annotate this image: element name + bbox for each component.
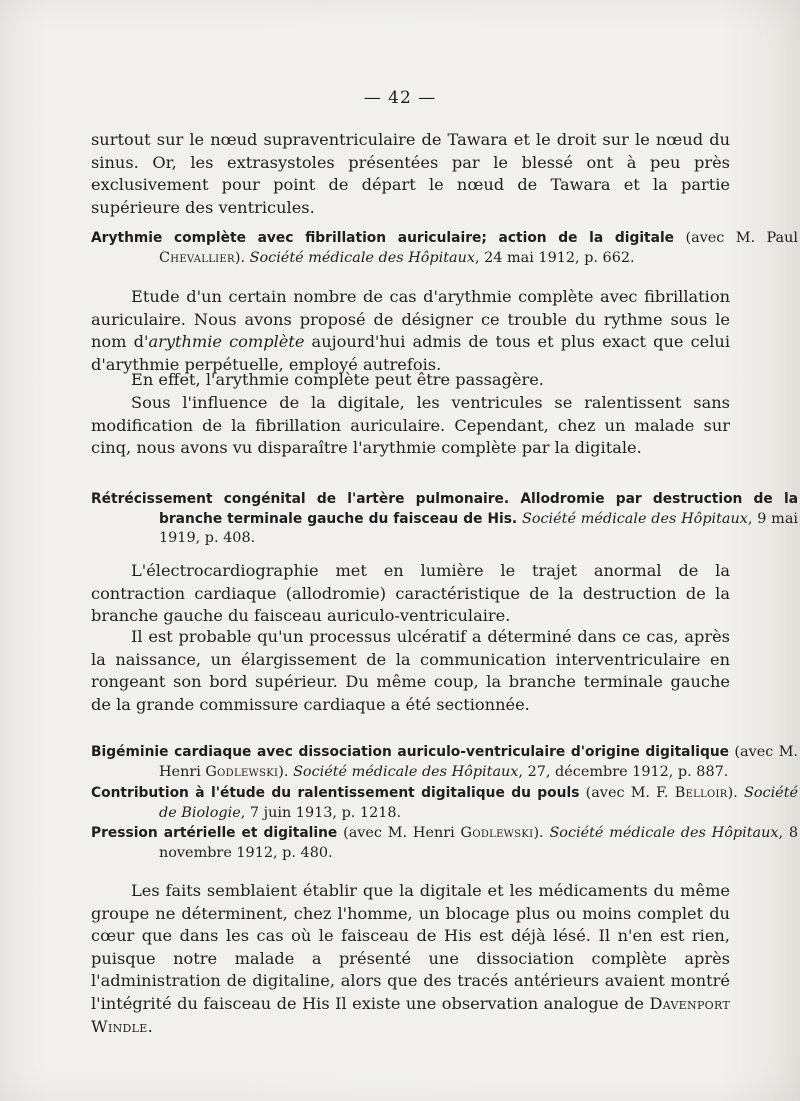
entry-title: Bigéminie cardiaque avec dissociation auriculo-ventriculaire d'origine digitalique [91, 744, 730, 760]
bibliography-entry-bigeminie [91, 743, 798, 782]
bibliography-entry-retrecissement [91, 490, 798, 549]
emphasis: arythmie complète [148, 332, 305, 352]
entry-coauthor-post: ). [234, 249, 250, 266]
paragraph-text: aujourd'hui admis de tous et plus exact que celui d'arythmie perpétuelle, employé autrefois. [91, 332, 730, 374]
entry-reference: , 27, décembre 1912, p. 887. [518, 763, 729, 780]
page-number: — 42 — [363, 88, 437, 108]
paragraph-text: Sous l'influence de la digitale, les ventricules se ralentissent sans modification de la fibrillation auriculaire. Cependant, chez un malade sur cinq, nous avons vu disparaître l'arythmie complète par la digitale. [91, 393, 730, 458]
paragraph-text: En effet, l'arythmie complète peut être passagère. [131, 370, 544, 389]
cited-author: Davenport Windle [91, 993, 730, 1036]
paragraph [91, 560, 730, 628]
entry-journal: Société de Biologie [159, 785, 799, 821]
bibliography-entry-arythmie [91, 229, 798, 268]
paragraph [91, 392, 730, 460]
paragraph-text: Etude d'un certain nombre de cas d'arythmie complète avec fibrillation auriculaire. Nous avons proposé de désigner ce trouble du rythme sous le nom d' [91, 287, 730, 352]
entry-title: Arythmie complète avec fibrillation auriculaire; action de la digitale [91, 230, 675, 246]
paragraph [91, 369, 730, 392]
entry-coauthor-pre: (avec M. Henri [159, 744, 798, 780]
entry-coauthor: Chevallier [159, 249, 235, 266]
paragraph-text: surtout sur le nœud supraventriculaire de Tawara et le droit sur le nœud du sinus. Or, les extrasystoles présentées par le blessé ont à peu près exclusivement pour point de départ le nœud de Tawara et la partie supérieure des ventricules. [91, 130, 730, 217]
entry-reference: , 9 mai 1919, p. 408. [159, 510, 798, 546]
entry-coauthor-post: ). [727, 785, 744, 801]
entry-reference: , 7 juin 1913, p. 1218. [240, 804, 402, 821]
paragraph-text: Les faits semblaient établir que la digitale et les médicaments du même groupe ne déterminent, chez l'homme, un blocage plus ou moins complet du cœur que dans les cas où le faisceau de His est déjà lésé. Il n'en est rien, puisque notre malade a présenté une dissociation complète après l'administration de digitaline, alors que des tracés antérieurs avaient montré l'intégrité du faisceau de His Il existe une observation analogue de [91, 881, 730, 1013]
entry-reference: , 8 novembre 1912, p. 480. [159, 825, 798, 861]
bibliography-entry-ralentissement [91, 784, 798, 823]
entry-title: Contribution à l'étude du ralentissement digitalique du pouls [91, 785, 580, 801]
entry-journal: Société médicale des Hôpitaux [549, 825, 779, 841]
paragraph-text: . [147, 1016, 153, 1036]
entry-coauthor: Godlewski [205, 763, 279, 780]
summary-digitaline [91, 880, 730, 1038]
entry-journal: Société médicale des Hôpitaux [249, 249, 475, 266]
entry-coauthor-pre: (avec M. Henri [337, 825, 461, 841]
entry-journal: Société médicale des Hôpitaux [521, 510, 748, 527]
paragraph-text: Il est probable qu'un processus ulcératif a déterminé dans ce cas, après la naissance, un élargissement de la communication interventriculaire en rongeant son bord supérieur. Du même coup, la branche terminale gauche de la grande commissure cardiaque a été sectionnée. [91, 627, 730, 714]
entry-coauthor: Belloir [674, 785, 728, 801]
entry-coauthor-pre: (avec M. Paul [674, 230, 798, 246]
entry-journal: Société médicale des Hôpitaux [293, 763, 519, 780]
paragraph [91, 286, 730, 376]
bibliography-entry-pression [91, 824, 798, 863]
entry-coauthor-post: ). [278, 763, 294, 780]
entry-coauthor-pre: (avec M. F. [579, 785, 675, 801]
entry-coauthor-post: ). [533, 825, 550, 841]
paragraph-continuation [91, 129, 730, 219]
entry-title: Pression artérielle et digitaline [91, 825, 338, 841]
paragraph [91, 626, 730, 716]
entry-coauthor: Godlewski [460, 825, 534, 841]
entry-title: Rétrécissement congénital de l'artère pulmonaire. Allodromie par destruction de la branche terminale gauche du faisceau de His. [91, 491, 798, 527]
paragraph-text: L'électrocardiographie met en lumière le trajet anormal de la contraction cardiaque (allodromie) caractéristique de la destruction de la branche gauche du faisceau auriculo-ventriculaire. [91, 561, 730, 626]
entry-reference: , 24 mai 1912, p. 662. [474, 249, 635, 266]
